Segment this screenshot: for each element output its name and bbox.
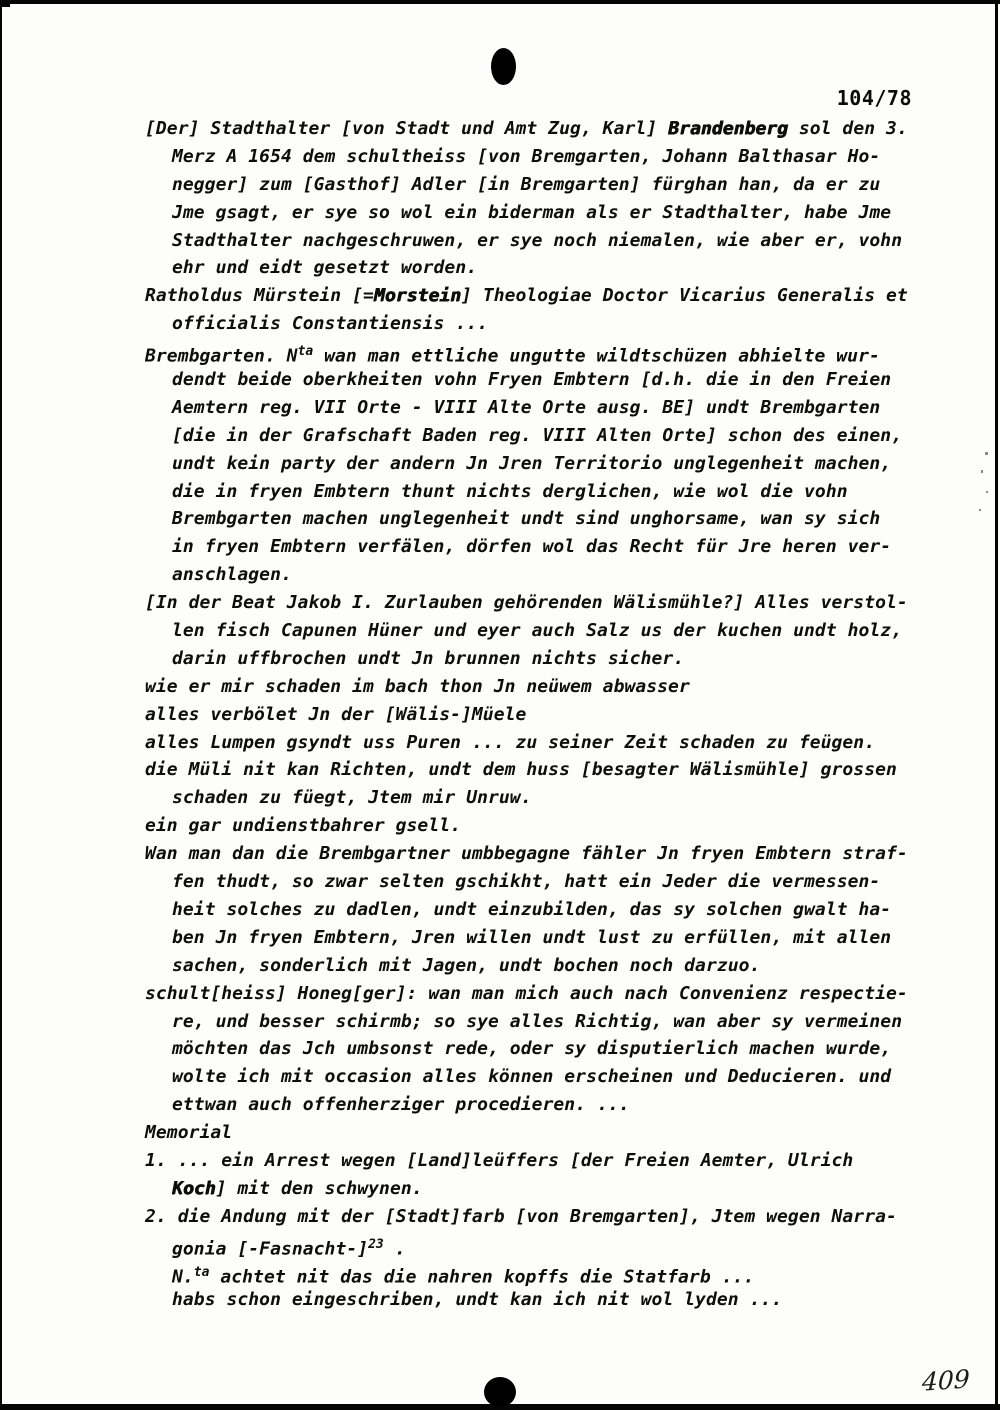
text-line: schult[heiss] Honeg[ger]: wan man mich auch nach Convenienz respectie-	[145, 982, 908, 1004]
text-line: wolte ich mit occasion alles können erscheinen und Deducieren. und	[172, 1066, 892, 1088]
scan-noise-speck	[979, 509, 981, 511]
text-line: die Müli nit kan Richten, undt dem huss [besagter Wälismühle] grossen	[145, 759, 897, 781]
text-line: darin uffbrochen undt Jn brunnen nichts sicher.	[172, 647, 685, 669]
text-line: [Der] Stadthalter [von Stadt und Amt Zug, Karl] Brandenberg sol den 3.	[145, 118, 908, 139]
text-line: Merz A 1654 dem schultheiss [von Bremgarten, Johann Balthasar Ho-	[172, 145, 881, 167]
text-line: 1. ... ein Arrest wegen [Land]leüffers [der Freien Aemter, Ulrich	[145, 1149, 854, 1171]
text-line: ettwan auch offenherziger procedieren. ...	[172, 1094, 630, 1116]
text-line: N.$^{ta}$ achtet nit das die nahren kopffs die Statfarb ...	[172, 1264, 755, 1288]
scan-edge-top	[0, 0, 1000, 4]
text-line: re, und besser schirmb; so sye alles Richtig, wan aber sy vermeinen	[172, 1010, 903, 1032]
text-line: Koch] mit den schwynen.	[172, 1177, 423, 1199]
scan-corner-mark	[0, 0, 10, 7]
text-line: wie er mir schaden im bach thon Jn neüwem abwasser	[145, 675, 690, 697]
text-line: Stadthalter nachgeschruwen, er sye noch niemalen, wie aber er, vohn	[172, 229, 903, 251]
text-line: dendt beide oberkheiten vohn Fryen Embtern [d.h. die in den Freien	[172, 369, 892, 391]
scan-noise-speck	[985, 452, 988, 455]
handwritten-folio-number: 409	[921, 1364, 971, 1397]
text-line: ehr und eidt gesetzt worden.	[172, 257, 478, 279]
text-line: len fisch Capunen Hüner und eyer auch Salz us der kuchen undt holz,	[172, 620, 903, 642]
text-line: sachen, sonderlich mit Jagen, undt bochen noch darzuo.	[172, 954, 761, 976]
text-line: [die in der Grafschaft Baden reg. VIII Alten Orte] schon des einen,	[172, 424, 903, 446]
text-line: officialis Constantiensis ...	[172, 313, 489, 335]
text-line: 2. die Andung mit der [Stadt]farb [von Bremgarten], Jtem wegen Narra-	[145, 1205, 897, 1227]
text-line: anschlagen.	[172, 564, 292, 586]
text-line: [In der Beat Jakob I. Zurlauben gehörenden Wälismühle?] Alles verstol-	[145, 592, 908, 614]
text-line: Brembgarten. $N^{ta}$ wan man ettliche ungutte wildtschüzen abhielte wur-	[145, 344, 880, 367]
text-line: ein gar undienstbahrer gsell.	[145, 815, 462, 837]
text-line: die in fryen Embtern thunt nichts derglichen, wie wol die vohn	[172, 480, 848, 502]
scan-edge-right	[995, 0, 998, 1410]
text-line: gonia [-Fasnacht-]$^{23}$ .	[172, 1236, 406, 1260]
scan-noise-speck	[986, 491, 988, 493]
hole-punch-mark-top	[491, 48, 516, 85]
text-line: möchten das Jch umbsonst rede, oder sy disputierlich machen wurde,	[172, 1038, 892, 1060]
scan-noise-speck	[981, 470, 983, 473]
page-number: 104/78	[836, 86, 912, 110]
text-line: undt kein party der andern Jn Jren Territorio unglegenheit machen,	[172, 452, 892, 474]
text-line: habs schon eingeschriben, undt kan ich nit wol lyden ...	[172, 1289, 783, 1311]
text-line: schaden zu füegt, Jtem mir Unruw.	[172, 787, 532, 809]
text-line: Jme gsagt, er sye so wol ein biderman als er Stadthalter, habe Jme	[172, 201, 892, 223]
text-line: Wan man dan die Brembgartner umbbegagne fähler Jn fryen Embtern straf-	[145, 843, 908, 865]
text-line: Aemtern reg. VII Orte - VIII Alte Orte ausg. BE] undt Brembgarten	[172, 396, 881, 418]
text-line: fen thudt, so zwar selten gschikht, hatt ein Jeder die vermessen-	[172, 871, 881, 893]
document-lines	[145, 115, 955, 1314]
hole-punch-mark-bottom	[484, 1377, 516, 1407]
scan-edge-left	[0, 0, 2, 1410]
text-line: Ratholdus Mürstein [=Morstein] Theologiae Doctor Vicarius Generalis et	[145, 285, 908, 307]
text-line: in fryen Embtern verfälen, dörfen wol das Recht für Jre heren ver-	[172, 536, 892, 558]
text-line: ben Jn fryen Embtern, Jren willen undt lust zu erfüllen, mit allen	[172, 926, 892, 948]
text-line: negger] zum [Gasthof] Adler [in Bremgarten] fürghan han, da er zu	[172, 173, 881, 195]
text-line: alles verbölet Jn der [Wälis-]Müele	[145, 703, 527, 725]
text-line: Memorial	[145, 1122, 233, 1144]
text-line: heit solches zu dadlen, undt einzubilden, das sy solchen gwalt ha-	[172, 898, 892, 920]
text-line: alles Lumpen gsyndt uss Puren ... zu seiner Zeit schaden zu feügen.	[145, 731, 876, 753]
text-line: Brembgarten machen unglegenheit undt sind unghorsame, wan sy sich	[172, 508, 881, 530]
